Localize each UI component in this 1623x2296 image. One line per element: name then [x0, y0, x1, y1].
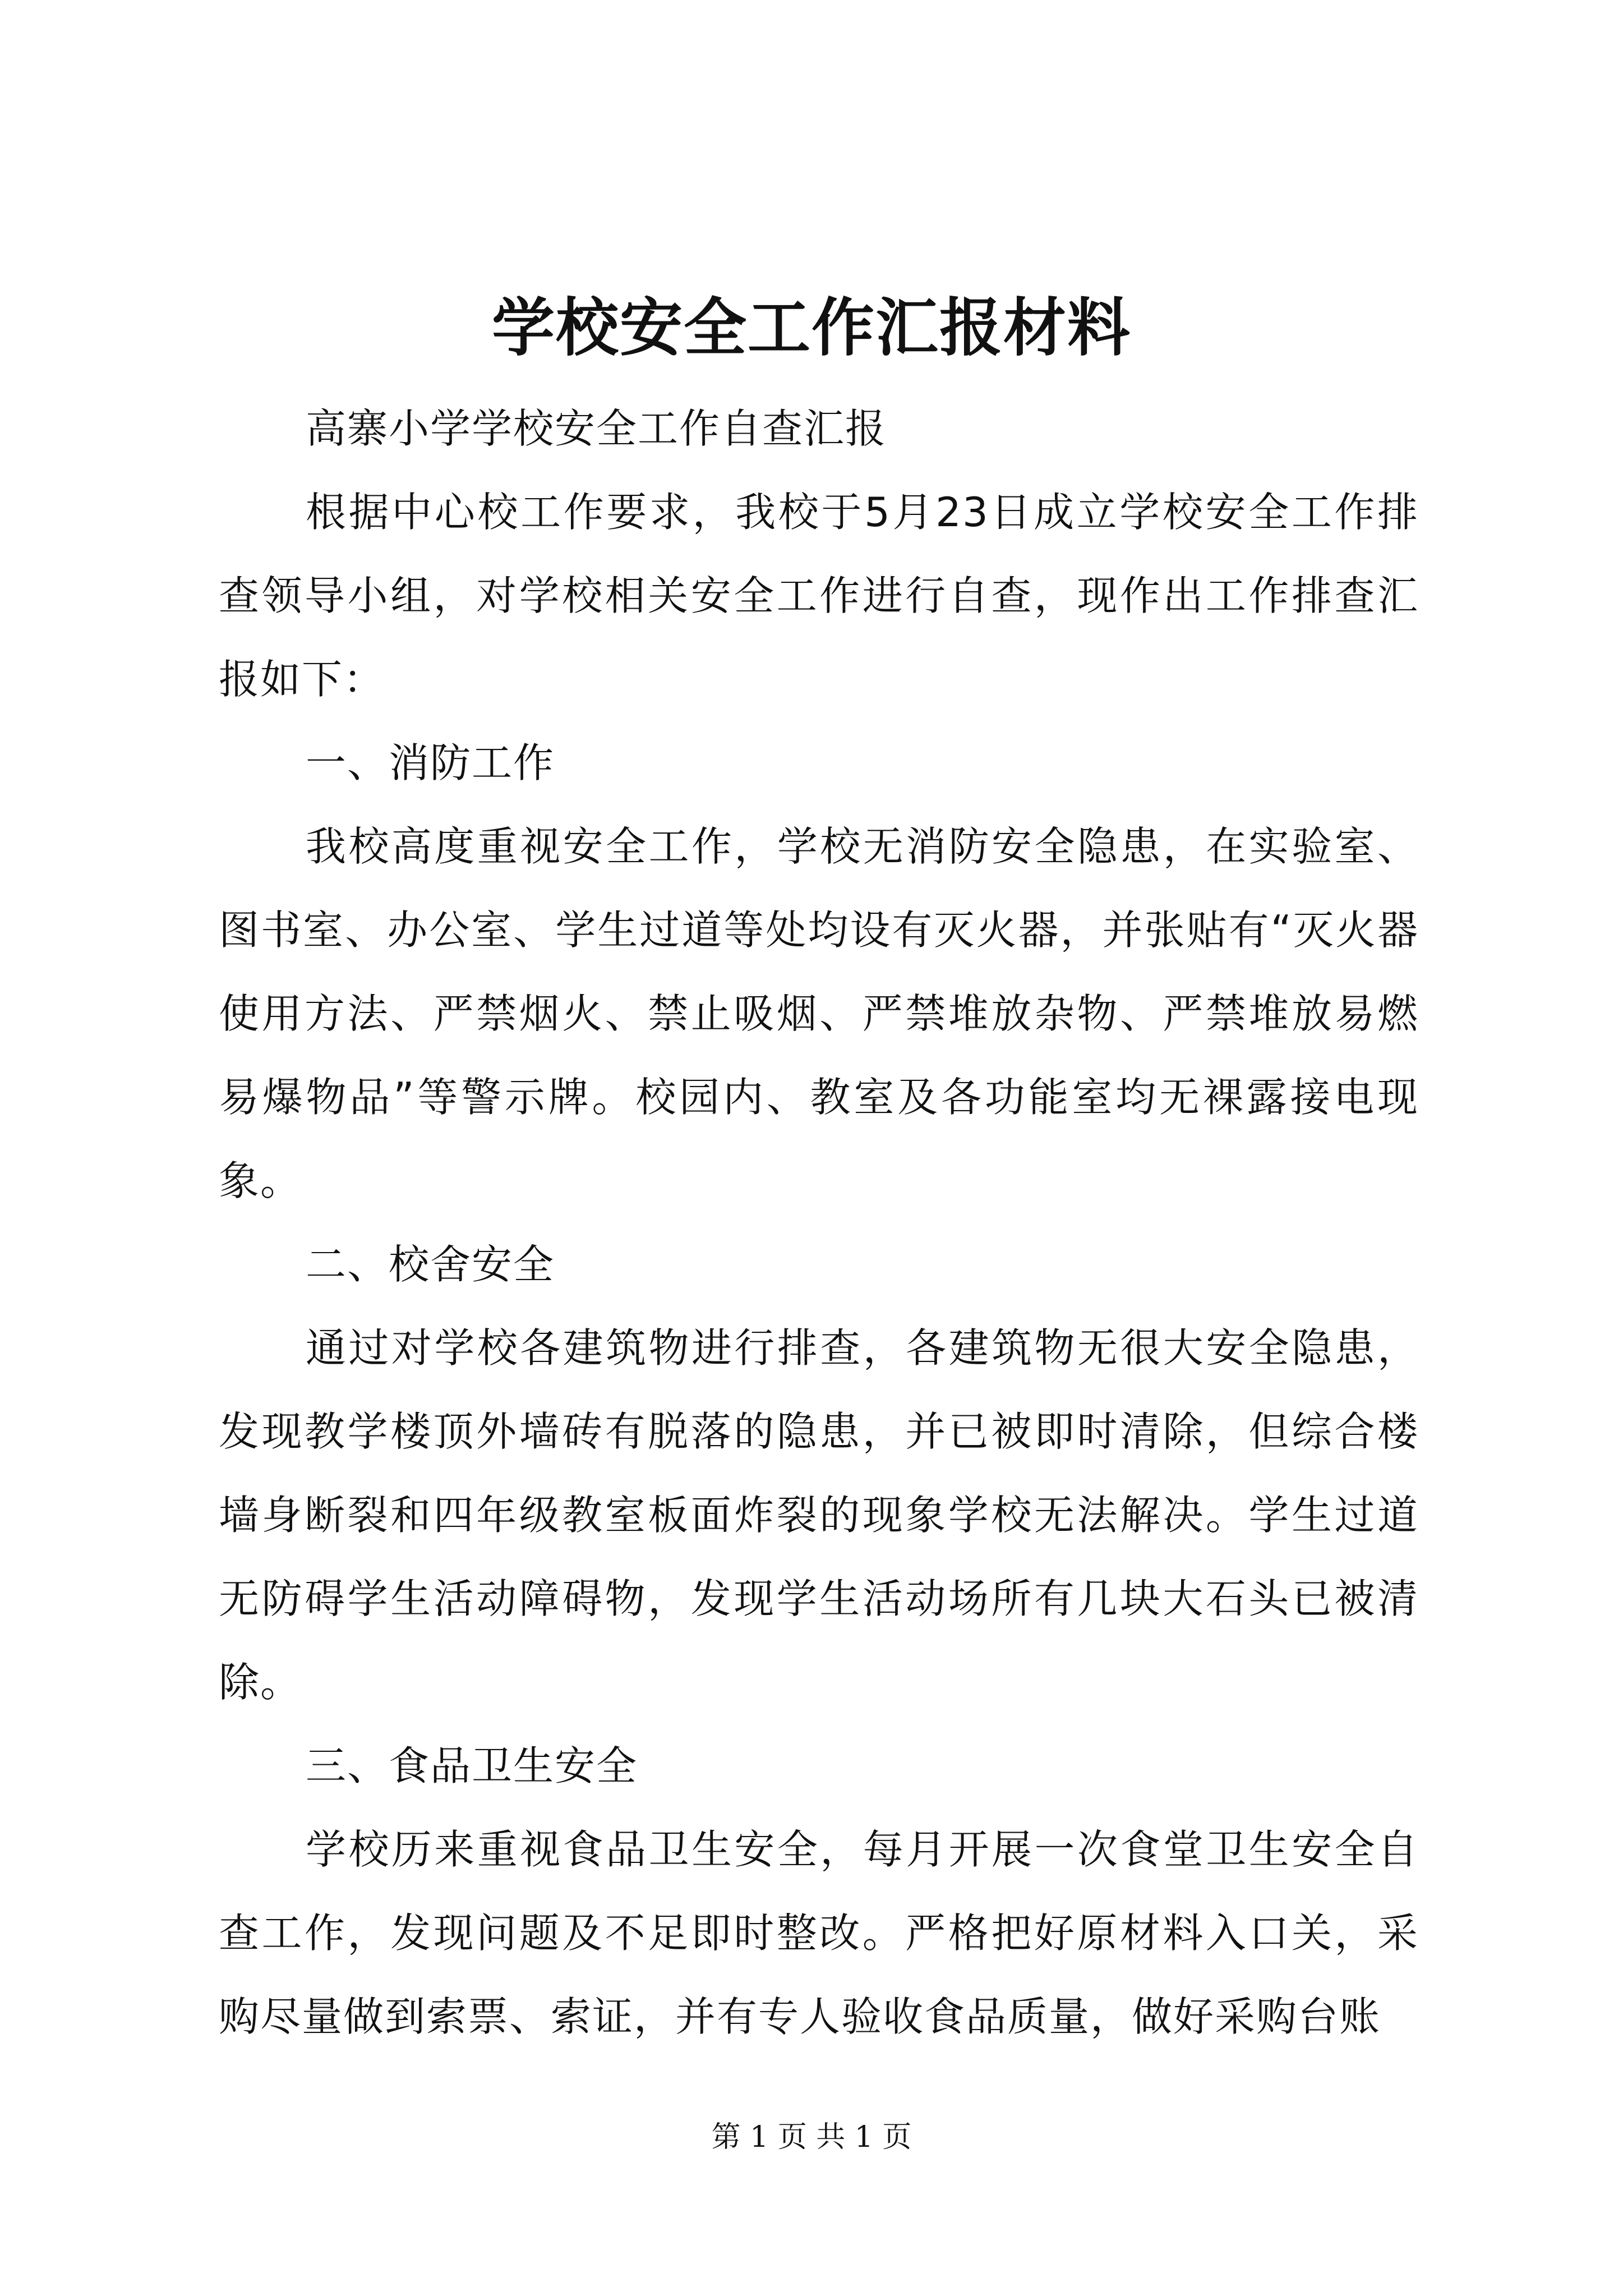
page-footer: 第 1 页 共 1 页 — [711, 2120, 912, 2154]
paragraph-buildings: 通过对学校各建筑物进行排查，各建筑物无很大安全隐患，发现教学楼顶外墙砖有脱落的隐患，并已被即时清除，但综合楼墙身断裂和四年级教室板面炸裂的现象学校无法解决。学生过道无防碍学生活动障碍物，发现学生活动场所有几块大石头已被清除。 — [219, 1324, 1419, 1706]
document-title: 学校安全工作汇报材料 — [492, 291, 1131, 365]
document-body — [219, 387, 1419, 2059]
paragraph-subtitle: 高寨小学学校安全工作自查汇报 — [306, 405, 887, 452]
section-heading-fire: 一、消防工作 — [306, 739, 555, 786]
section-heading-buildings: 二、校舍安全 — [306, 1241, 555, 1288]
paragraph-food: 学校历来重视食品卫生安全，每月开展一次食堂卫生安全自查工作，发现问题及不足即时整改。严格把好原材料入口关，采购尽量做到索票、索证，并有专人验收食品质量，做好采购台账 — [219, 1826, 1419, 2040]
paragraph-intro: 根据中心校工作要求，我校于5月23日成立学校安全工作排查领导小组，对学校相关安全工作进行自查，现作出工作排查汇报如下： — [219, 489, 1419, 703]
section-heading-food: 三、食品卫生安全 — [306, 1742, 638, 1789]
paragraph-fire: 我校高度重视安全工作，学校无消防安全隐患，在实验室、图书室、办公室、学生过道等处均设有灭火器，并张贴有“灭火器使用方法、严禁烟火、禁止吸烟、严禁堆放杂物、严禁堆放易燃易爆物品”等警示牌。校园内、教室及各功能室均无裸露接电现象。 — [219, 823, 1419, 1204]
